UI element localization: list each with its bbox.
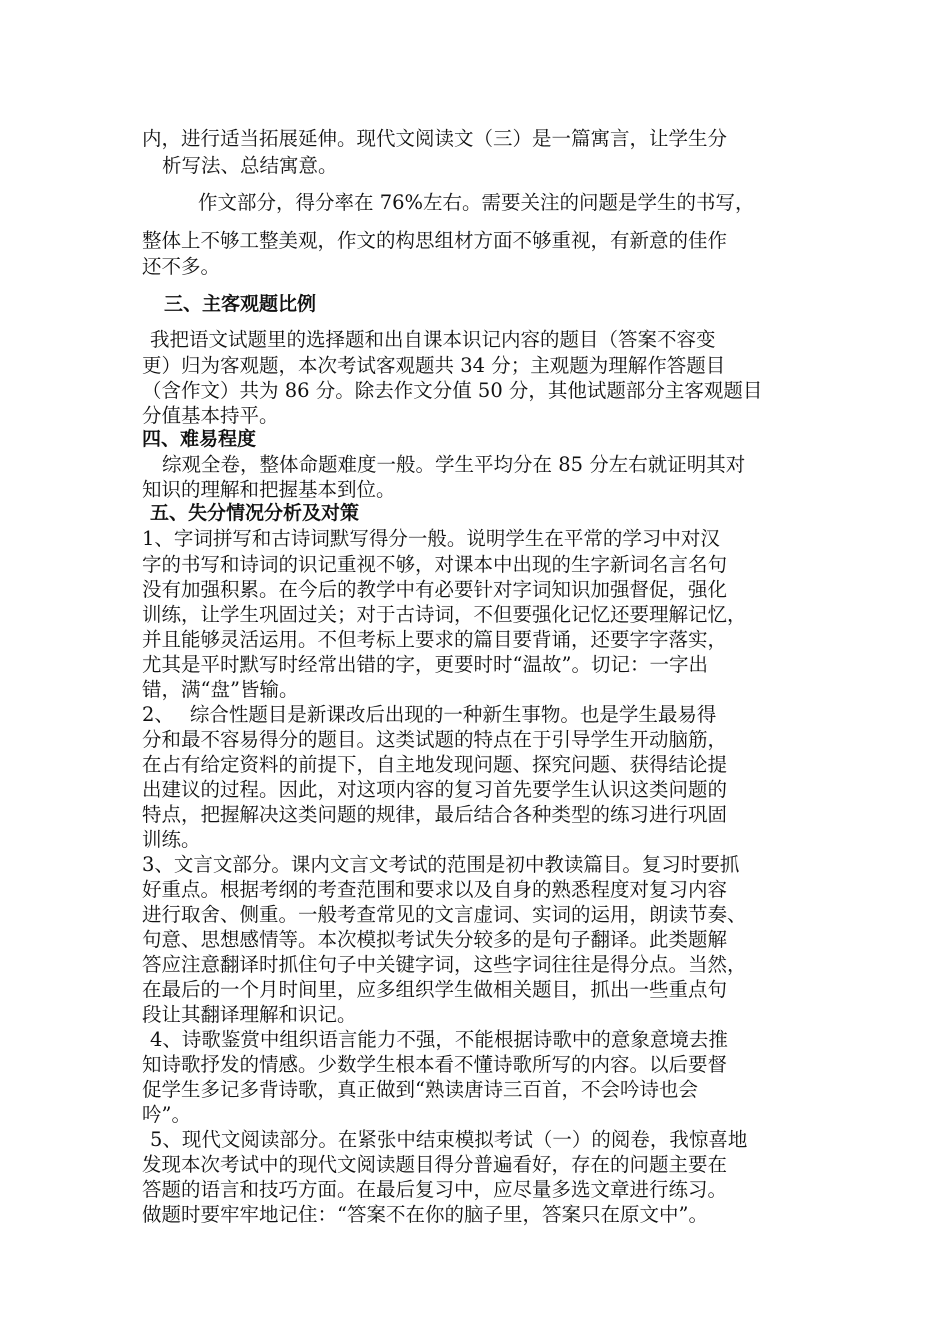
paragraph-line: 3、文言文部分。课内文言文考试的范围是初中教读篇目。复习时要抓: [142, 853, 740, 876]
paragraph-line: 训练，让学生巩固过关；对于古诗词，不但要强化记忆还要理解记忆，: [142, 603, 747, 626]
paragraph-line: 知诗歌抒发的情感。少数学生根本看不懂诗歌所写的内容。以后要督: [142, 1053, 728, 1076]
paragraph-line: 在最后的一个月时间里，应多组织学生做相关题目，抓出一些重点句: [142, 978, 728, 1001]
paragraph-line: 进行取舍、侧重。一般考查常见的文言虚词、实词的运用，朗读节奏、: [142, 903, 747, 926]
paragraph-line: 5、现代文阅读部分。在紧张中结束模拟考试（一）的阅卷，我惊喜地: [150, 1128, 748, 1151]
paragraph-line: 错，满“盘”皆输。: [142, 678, 299, 701]
paragraph-line: 4、诗歌鉴赏中组织语言能力不强，不能根据诗歌中的意象意境去推: [150, 1028, 728, 1051]
paragraph-line: 出建议的过程。因此，对这项内容的复习首先要学生认识这类问题的: [142, 778, 728, 801]
paragraph-line: 没有加强积累。在今后的教学中有必要针对字词知识加强督促，强化: [142, 578, 728, 601]
paragraph-line: 内，进行适当拓展延伸。现代文阅读文（三）是一篇寓言，让学生分: [142, 127, 728, 150]
paragraph-line: 分和最不容易得分的题目。这类试题的特点在于引导学生开动脑筋，: [142, 728, 728, 751]
paragraph-line: 整体上不够工整美观，作文的构思组材方面不够重视，有新意的佳作: [142, 229, 728, 252]
paragraph-line: 段让其翻译理解和识记。: [142, 1003, 357, 1026]
paragraph-line: 字的书写和诗词的识记重视不够，对课本中出现的生字新词名言名句: [142, 553, 728, 576]
paragraph-line: 还不多。: [142, 255, 221, 278]
paragraph-line: 析写法、总结寓意。: [162, 154, 338, 177]
paragraph-line: 好重点。根据考纲的考查范围和要求以及自身的熟悉程度对复习内容: [142, 878, 728, 901]
paragraph-line: 答应注意翻译时抓住句子中关键字词，这些字词往往是得分点。当然，: [142, 953, 747, 976]
paragraph-line: 特点，把握解决这类问题的规律，最后结合各种类型的练习进行巩固: [142, 803, 728, 826]
paragraph-line: 作文部分，得分率在 76%左右。需要关注的问题是学生的书写，: [198, 191, 755, 214]
paragraph-line: 训练。: [142, 828, 201, 851]
section-heading: 三、主客观题比例: [164, 293, 317, 315]
paragraph-line: 发现本次考试中的现代文阅读题目得分普遍看好，存在的问题主要在: [142, 1153, 728, 1176]
paragraph-line: 综观全卷，整体命题难度一般。学生平均分在 85 分左右就证明其对: [162, 453, 746, 476]
paragraph-line: 1、字词拼写和古诗词默写得分一般。说明学生在平常的学习中对汉: [142, 527, 720, 550]
paragraph-line: 并且能够灵活运用。不但考标上要求的篇目要背诵，还要字字落实，: [142, 628, 728, 651]
paragraph-line: 分值基本持平。: [142, 404, 279, 427]
paragraph-line: 更）归为客观题，本次考试客观题共 34 分；主观题为理解作答题目: [142, 354, 726, 377]
paragraph-line: 吟”。: [142, 1103, 191, 1126]
paragraph-line: （含作文）共为 86 分。除去作文分值 50 分，其他试题部分主客观题目: [142, 379, 763, 402]
paragraph-line: 在占有给定资料的前提下，自主地发现问题、探究问题、获得结论提: [142, 753, 728, 776]
section-heading: 五、失分情况分析及对策: [150, 502, 360, 524]
paragraph-line: 知识的理解和把握基本到位。: [142, 478, 396, 501]
paragraph-line: 尤其是平时默写时经常出错的字，更要时时“温故”。切记：一字出: [142, 653, 708, 676]
paragraph-line: 句意、思想感情等。本次模拟考试失分较多的是句子翻译。此类题解: [142, 928, 728, 951]
paragraph-line: 促学生多记多背诗歌，真正做到“熟读唐诗三百首，不会吟诗也会: [142, 1078, 698, 1101]
section-heading: 四、难易程度: [142, 428, 257, 450]
paragraph-line: 2、 综合性题目是新课改后出现的一种新生事物。也是学生最易得: [142, 703, 717, 726]
paragraph-line: 答题的语言和技巧方面。在最后复习中，应尽量多选文章进行练习。: [142, 1178, 728, 1201]
paragraph-line: 我把语文试题里的选择题和出自课本识记内容的题目（答案不容变: [150, 328, 716, 351]
paragraph-line: 做题时要牢牢地记住：“答案不在你的脑子里，答案只在原文中”。: [142, 1203, 708, 1226]
